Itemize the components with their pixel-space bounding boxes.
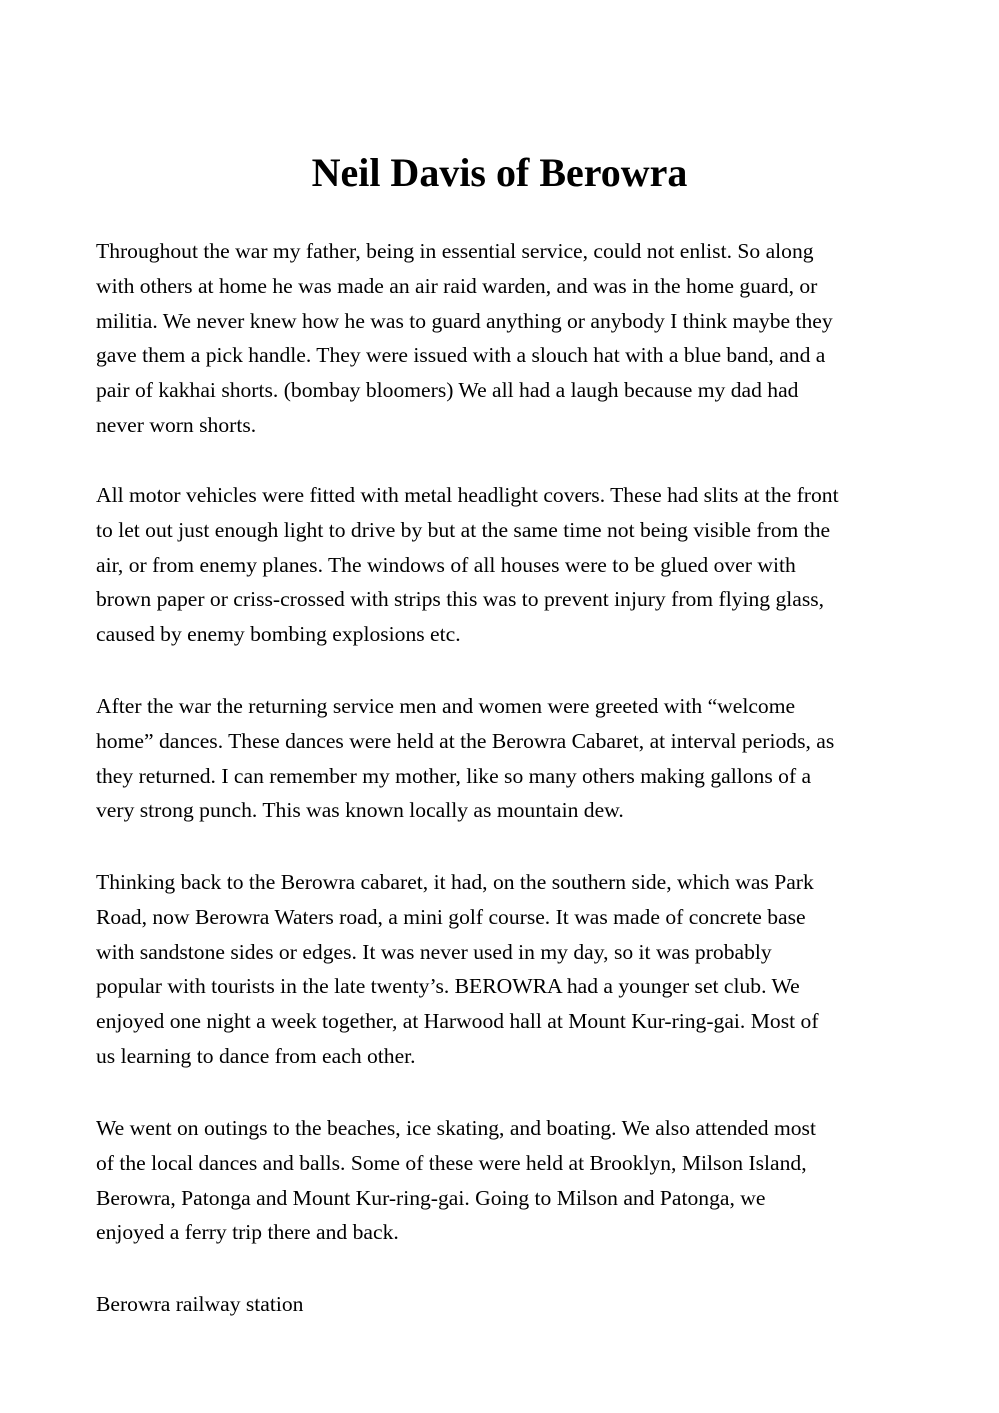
- text-line: enjoyed a ferry trip there and back.: [96, 1220, 399, 1245]
- paragraph-home-guard: [96, 234, 916, 443]
- text-line: us learning to dance from each other.: [96, 1043, 416, 1068]
- text-line: caused by enemy bombing explosions etc.: [96, 622, 461, 647]
- paragraph-headlight-covers: [96, 478, 916, 652]
- text-line: pair of kakhai shorts. (bombay bloomers) We all had a laugh because my dad had: [96, 378, 799, 403]
- text-line: gave them a pick handle. They were issued with a slouch hat with a blue band, and a: [96, 343, 826, 368]
- text-line: very strong punch. This was known locally as mountain dew.: [96, 798, 624, 823]
- text-line: brown paper or criss-crossed with strips this was to prevent injury from flying glass,: [96, 587, 825, 612]
- text-line: Road, now Berowra Waters road, a mini golf course. It was made of concrete base: [96, 904, 806, 929]
- page-title: Neil Davis of Berowra: [311, 150, 688, 195]
- paragraph-welcome-home: [96, 689, 916, 828]
- text-line: they returned. I can remember my mother, like so many others making gallons of a: [96, 763, 812, 788]
- text-line: Berowra railway station: [96, 1292, 304, 1316]
- text-line: home” dances. These dances were held at the Berowra Cabaret, at interval periods, as: [96, 728, 835, 753]
- paragraph-berowra-cabaret: [96, 865, 916, 1074]
- text-line: We went on outings to the beaches, ice skating, and boating. We also attended most: [96, 1116, 816, 1140]
- text-line: with sandstone sides or edges. It was never used in my day, so it was probably: [96, 939, 772, 964]
- text-line: All motor vehicles were fitted with metal headlight covers. These had slits at the front: [96, 483, 839, 507]
- text-line: enjoyed one night a week together, at Harwood hall at Mount Kur-ring-gai. Most of: [96, 1009, 819, 1034]
- text-line: of the local dances and balls. Some of these were held at Brooklyn, Milson Island,: [96, 1150, 807, 1175]
- text-line: air, or from enemy planes. The windows of all houses were to be glued over with: [96, 552, 796, 577]
- text-line: Thinking back to the Berowra cabaret, it had, on the southern side, which was Park: [96, 870, 814, 894]
- text-line: never worn shorts.: [96, 412, 257, 437]
- text-line: After the war the returning service men and women were greeted with “welcome: [96, 694, 796, 718]
- text-line: Berowra, Patonga and Mount Kur-ring-gai. Going to Milson and Patonga, we: [96, 1185, 766, 1210]
- section-heading-railway-station: [96, 1287, 916, 1322]
- paragraph-outings: [96, 1111, 916, 1250]
- text-line: popular with tourists in the late twenty’s. BEROWRA had a younger set club. We: [96, 974, 800, 999]
- text-line: militia. We never knew how he was to guard anything or anybody I think maybe they: [96, 308, 833, 333]
- text-line: with others at home he was made an air raid warden, and was in the home guard, or: [96, 273, 818, 298]
- text-line: to let out just enough light to drive by but at the same time not being visible from the: [96, 517, 831, 542]
- text-line: Throughout the war my father, being in essential service, could not enlist. So along: [96, 239, 814, 263]
